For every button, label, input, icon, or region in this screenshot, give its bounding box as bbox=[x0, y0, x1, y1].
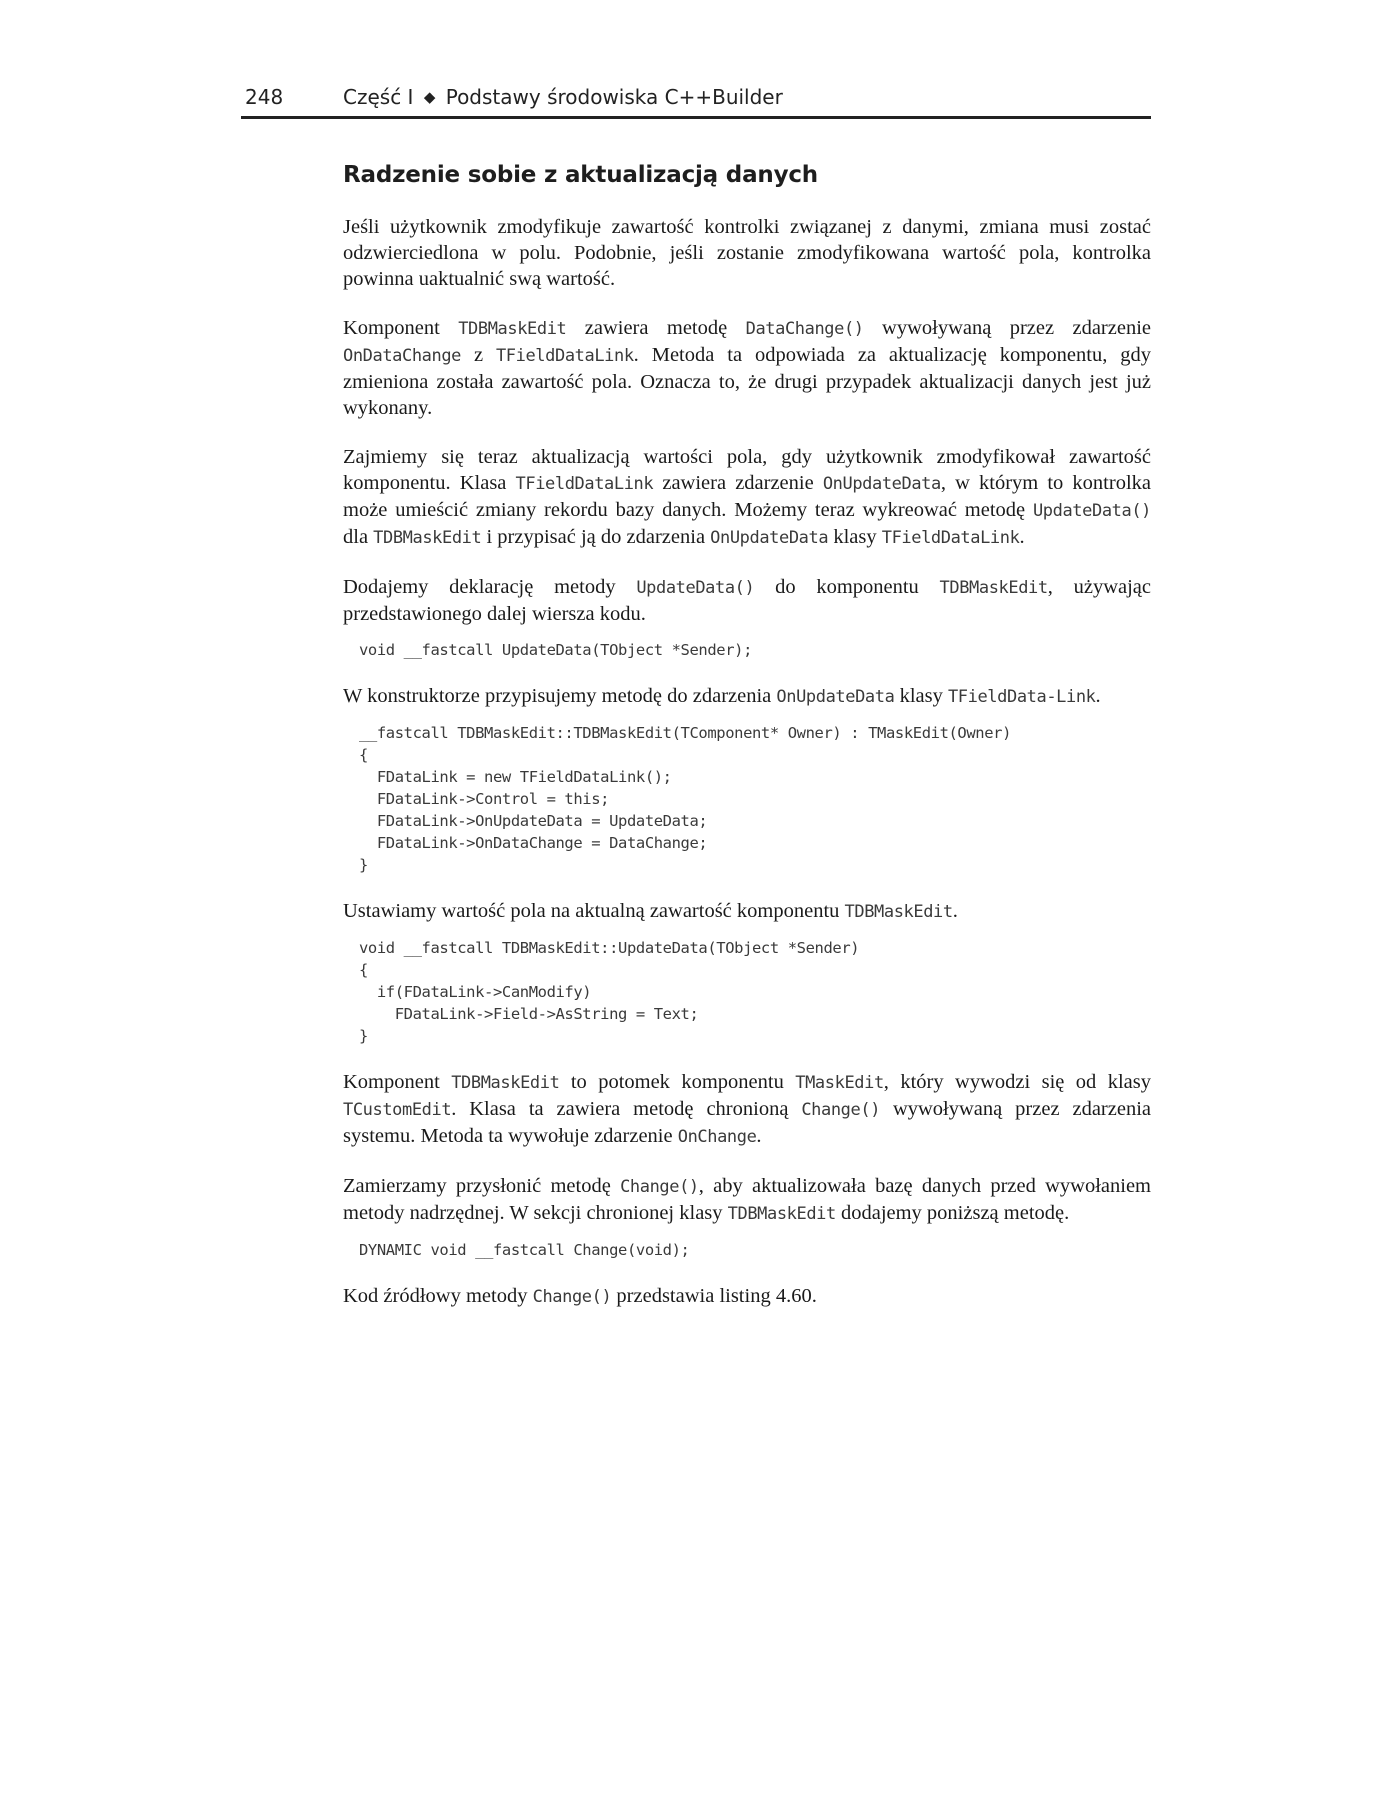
text-run: wywoływaną przez zdarzenia systemu. Metoda ta wywołuje zdarzenie bbox=[343, 1098, 1151, 1147]
text-run: z bbox=[461, 344, 496, 366]
code-block-updatedata: void __fastcall TDBMaskEdit::UpdateData(TObject *Sender) { if(FDataLink->CanModify) FDataLink->Field->AsString = Text; } bbox=[359, 939, 860, 1045]
code-block-change: DYNAMIC void __fastcall Change(void); bbox=[359, 1241, 690, 1259]
code-inline: OnDataChange bbox=[343, 346, 462, 366]
text-run: Ustawiamy wartość pola na aktualną zawartość komponentu bbox=[343, 900, 845, 922]
text-run: zawiera metodę bbox=[566, 317, 746, 339]
text-run: . bbox=[1019, 526, 1025, 548]
code-block-declaration: void __fastcall UpdateData(TObject *Sender); bbox=[359, 641, 752, 659]
paragraph-5 bbox=[343, 683, 1151, 710]
code-block-constructor: __fastcall TDBMaskEdit::TDBMaskEdit(TComponent* Owner) : TMaskEdit(Owner) { FDataLink = new TFieldDataLink(); FDataLink->Control = this; FDataLink->OnUpdateData = UpdateData; FDataLink->OnDataChange = DataChange; } bbox=[359, 724, 1012, 874]
paragraph-9 bbox=[343, 1283, 1151, 1310]
paragraph-7 bbox=[343, 1069, 1151, 1150]
code-inline: OnUpdateData bbox=[822, 474, 941, 494]
text-run: , w którym to kontrolka może umieścić zmiany rekordu bazy danych. Możemy teraz wykreować metodę bbox=[343, 472, 1151, 521]
code-inline: Change() bbox=[801, 1100, 881, 1120]
code-inline: TCustomEdit bbox=[343, 1100, 452, 1120]
diamond-separator-icon: ◆ bbox=[423, 88, 436, 106]
text-run: Zamierzamy przysłonić metodę bbox=[343, 1175, 621, 1197]
text-run: . bbox=[756, 1125, 762, 1147]
text-run: , który wywodzi się od klasy bbox=[883, 1071, 1151, 1093]
text-run: i przypisać ją do zdarzenia bbox=[481, 526, 711, 548]
paragraph-6 bbox=[343, 898, 1151, 925]
text-run: Kod źródłowy metody bbox=[343, 1285, 533, 1307]
text-run: Komponent bbox=[343, 317, 459, 339]
code-inline: Change() bbox=[620, 1177, 699, 1197]
text-run: . Klasa ta zawiera metodę chronioną bbox=[451, 1098, 802, 1120]
text-run: przedstawia listing 4.60. bbox=[611, 1285, 817, 1307]
text-run: Zajmiemy się teraz aktualizacją wartości pola, gdy użytkownik zmodyfikował zawartość komponentu. Klasa bbox=[343, 446, 1151, 494]
page-number: 248 bbox=[245, 85, 284, 109]
code-inline: OnUpdateData bbox=[710, 528, 829, 548]
code-inline: Change() bbox=[532, 1287, 612, 1307]
code-inline: TDBMaskEdit bbox=[727, 1204, 836, 1224]
code-inline: TDBMaskEdit bbox=[939, 578, 1048, 598]
paragraph-2 bbox=[343, 315, 1151, 421]
text-run: klasy bbox=[828, 526, 882, 548]
text-run: klasy bbox=[894, 685, 948, 707]
page-content bbox=[343, 162, 1151, 1333]
code-inline: TMaskEdit bbox=[795, 1073, 884, 1093]
code-inline: UpdateData() bbox=[1032, 501, 1151, 521]
paragraph-3 bbox=[343, 444, 1151, 551]
text-run: dodajemy poniższą metodę. bbox=[835, 1202, 1070, 1224]
code-inline: OnUpdateData bbox=[776, 687, 895, 707]
book-title: Podstawy środowiska C++Builder bbox=[445, 85, 783, 109]
text-run: , używając przedstawionego dalej wiersza kodu. bbox=[343, 576, 1151, 625]
code-inline: TFieldDataLink bbox=[495, 346, 634, 366]
code-inline: OnChange bbox=[677, 1127, 757, 1147]
text-run: wywoływaną przez zdarzenie bbox=[863, 317, 1152, 339]
part-label: Część I bbox=[343, 85, 414, 109]
text-run: . Metoda ta odpowiada za aktualizację komponentu, gdy zmieniona została zawartość pola. Oznacza to, że drugi przypadek aktualizacji danych jest już wykonany. bbox=[343, 344, 1151, 419]
text-run: , aby aktualizowała bazę danych przed wywołaniem metody nadrzędnej. W sekcji chronionej klasy bbox=[343, 1175, 1151, 1224]
text-run: to potomek komponentu bbox=[559, 1071, 796, 1093]
paragraph-4 bbox=[343, 574, 1151, 627]
text-run: do komponentu bbox=[754, 576, 940, 598]
code-inline: TFieldData-Link bbox=[947, 687, 1096, 707]
text-run: . bbox=[952, 900, 958, 922]
code-inline: UpdateData() bbox=[636, 578, 755, 598]
text-run: Dodajemy deklarację metody bbox=[343, 576, 637, 598]
text-run: Komponent bbox=[343, 1071, 452, 1093]
code-inline: TFieldDataLink bbox=[881, 528, 1020, 548]
paragraph-1: Jeśli użytkownik zmodyfikuje zawartość kontrolki związanej z danymi, zmiana musi zostać odzwierciedlona w polu. Podobnie, jeśli zostanie zmodyfikowana wartość pola, kontrolka powinna uaktualnić swą wartość. bbox=[343, 216, 1151, 290]
code-inline: TDBMaskEdit bbox=[844, 902, 953, 922]
page-header bbox=[241, 82, 1151, 119]
code-inline: TDBMaskEdit bbox=[451, 1073, 560, 1093]
text-run: W konstruktorze przypisujemy metodę do zdarzenia bbox=[343, 685, 777, 707]
section-heading: Radzenie sobie z aktualizacją danych bbox=[343, 162, 818, 188]
paragraph-8 bbox=[343, 1173, 1151, 1227]
code-inline: DataChange() bbox=[745, 319, 864, 339]
code-inline: TDBMaskEdit bbox=[458, 319, 567, 339]
text-run: dla bbox=[343, 526, 374, 548]
text-run: zawiera zdarzenie bbox=[653, 472, 823, 494]
running-head bbox=[343, 85, 783, 109]
text-run: . bbox=[1095, 685, 1101, 707]
code-inline: TDBMaskEdit bbox=[373, 528, 482, 548]
code-inline: TFieldDataLink bbox=[515, 474, 654, 494]
